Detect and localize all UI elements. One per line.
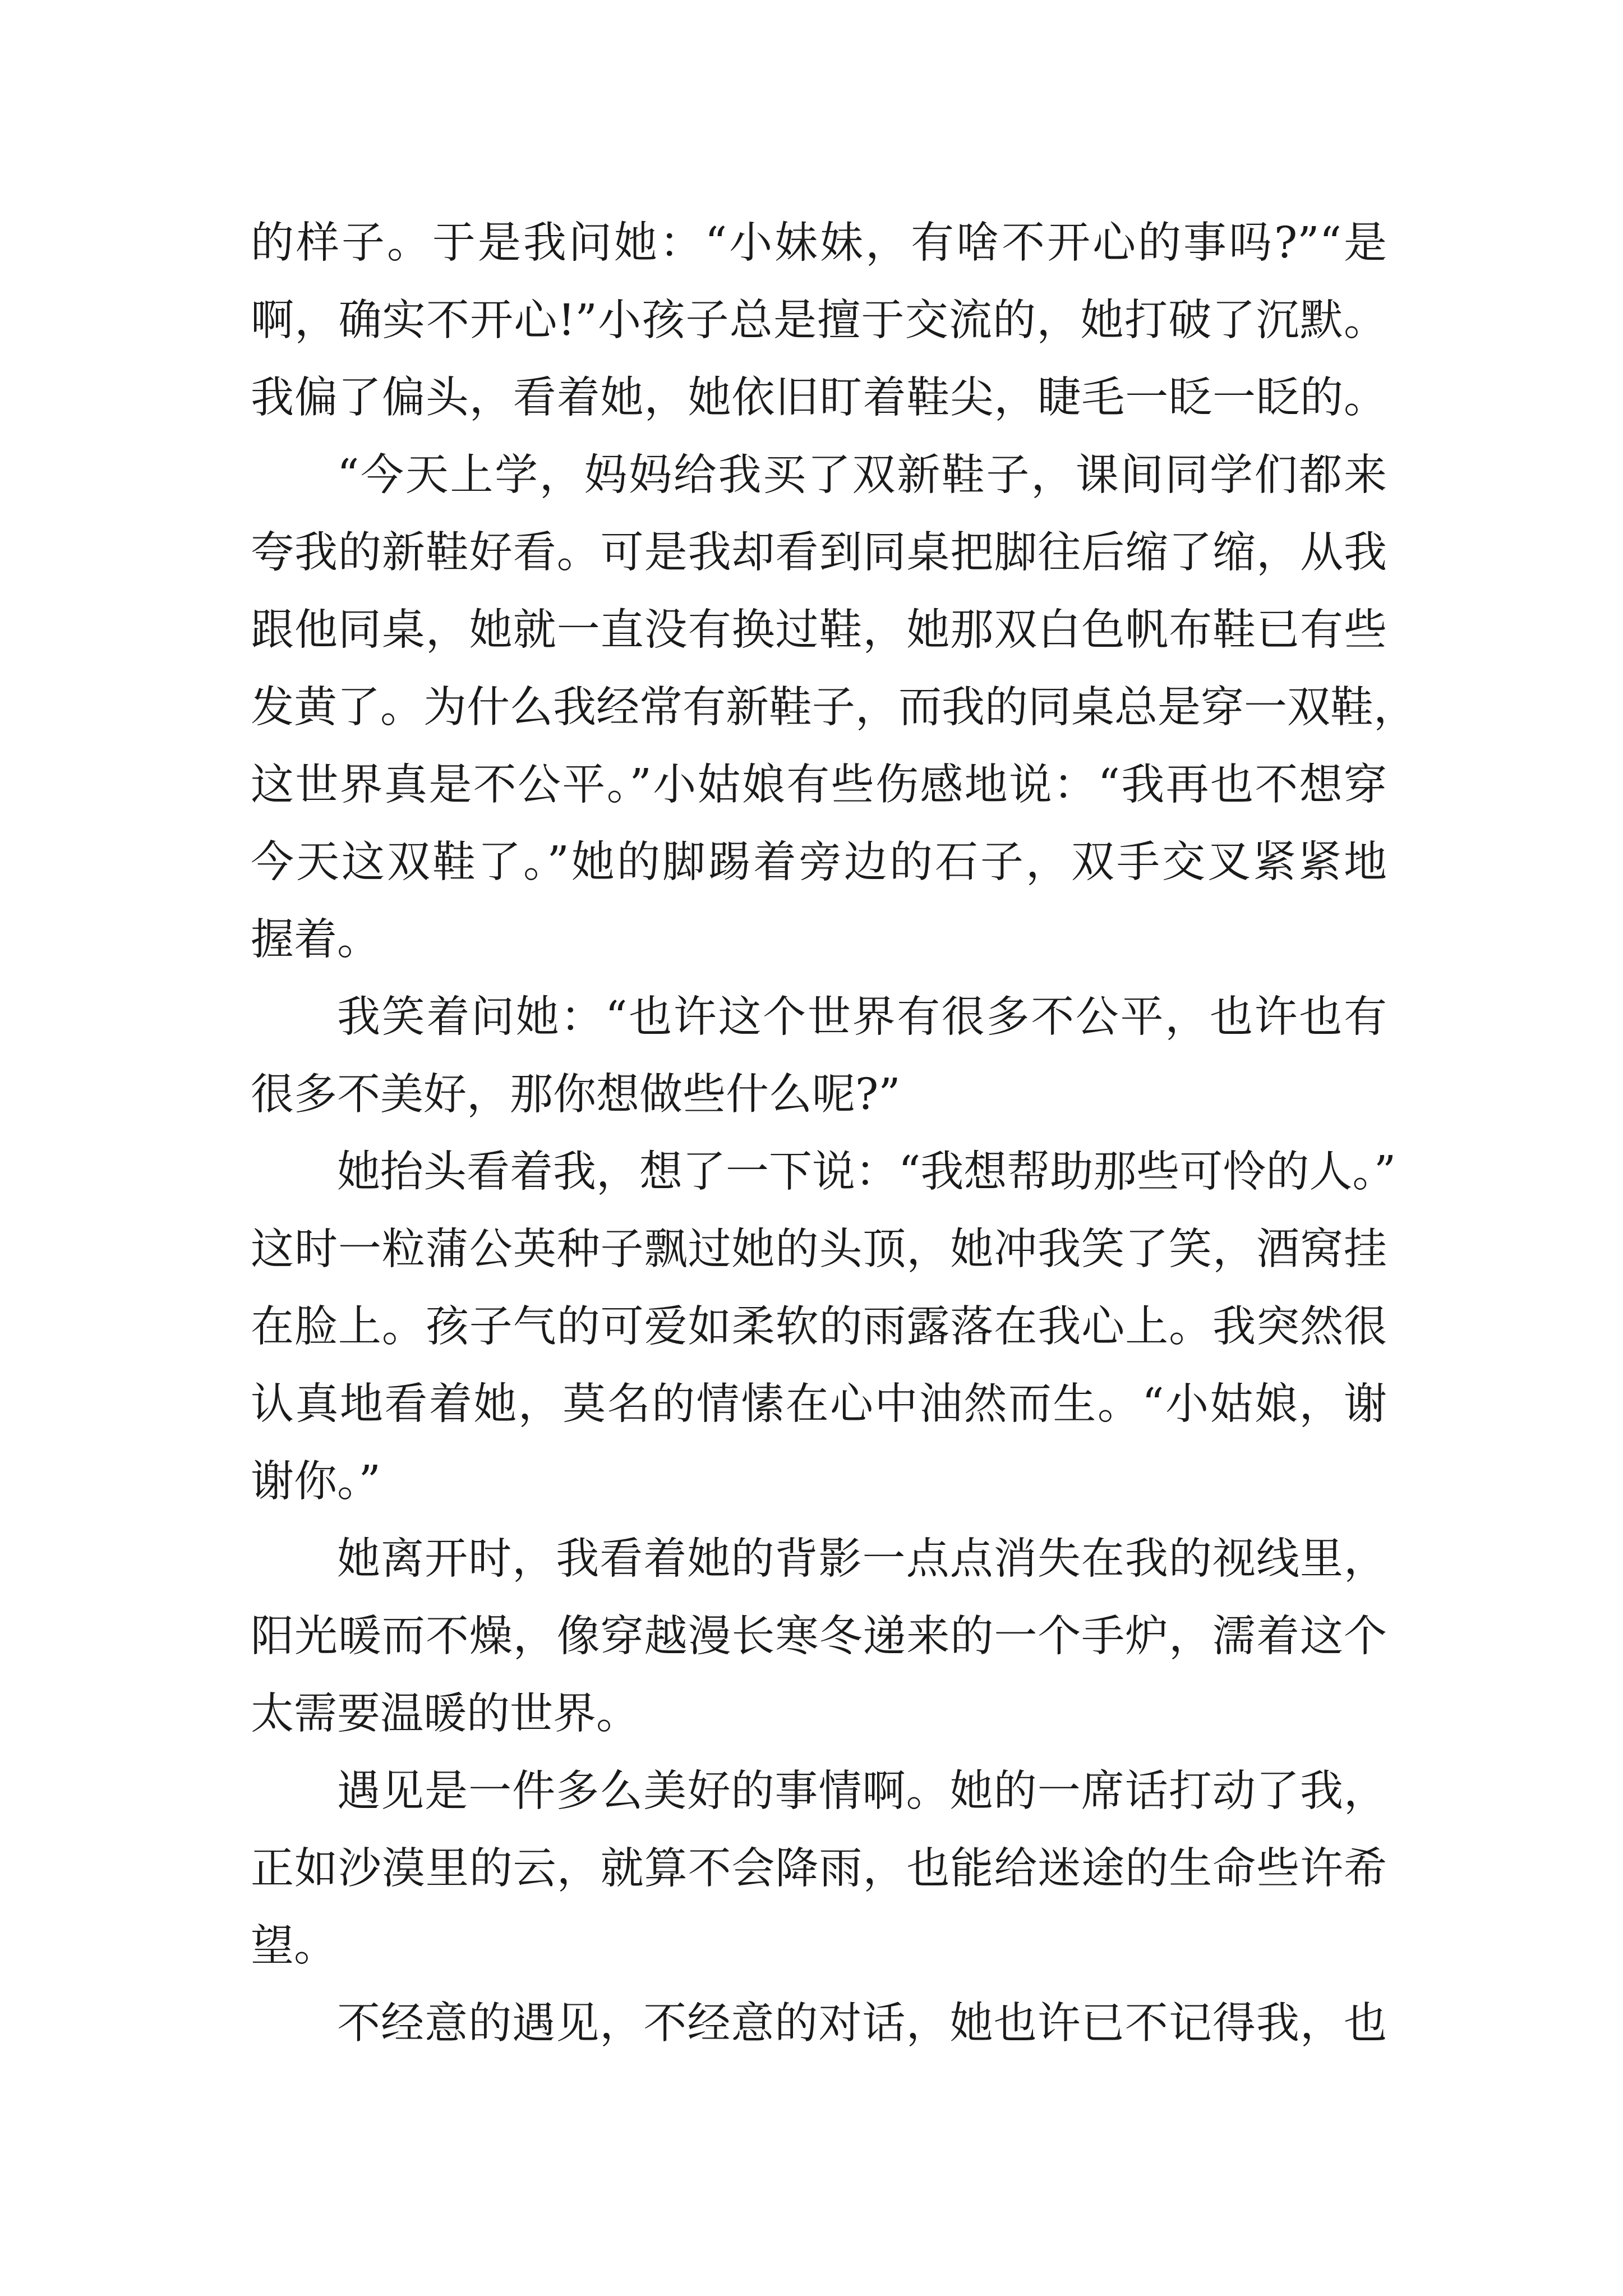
text-line: 这时一粒蒲公英种子飘过她的头顶，她冲我笑了笑，酒窝挂 (251, 1225, 1387, 1274)
text-line: 很多不美好，那你想做些什么呢?” (251, 1070, 901, 1120)
text-line: 阳光暖而不燥，像穿越漫长寒冬递来的一个手炉，濡着这个 (251, 1612, 1387, 1662)
paragraph (251, 1753, 1387, 1985)
text-line: 这世界真是不公平。”小姑娘有些伤感地说：“我再也不想穿 (251, 760, 1387, 810)
paragraph (251, 437, 1417, 979)
text-line: 认真地看着她，莫名的情愫在心中油然而生。“小姑娘，谢 (251, 1379, 1387, 1429)
text-line: 发黄了。为什么我经常有新鞋子，而我的同桌总是穿一双鞋， (251, 683, 1417, 733)
text-line: 我偏了偏头，看着她，她依旧盯着鞋尖，睫毛一眨一眨的。 (251, 373, 1387, 423)
text-line: 望。 (251, 1921, 337, 1971)
text-line: 啊，确实不开心!”小孩子总是擅于交流的，她打破了沉默。 (251, 296, 1387, 346)
text-line: 的样子。于是我问她：“小妹妹，有啥不开心的事吗?”“是 (251, 218, 1387, 268)
paragraph (251, 1134, 1396, 1521)
text-line: 夸我的新鞋好看。可是我却看到同桌把脚往后缩了缩，从我 (251, 528, 1387, 578)
text-line: 谢你。” (251, 1457, 381, 1507)
text-line: 我笑着问她：“也许这个世界有很多不公平，也许也有 (337, 992, 1387, 1042)
text-line: 在脸上。孩子气的可爱如柔软的雨露落在我心上。我突然很 (251, 1302, 1387, 1352)
paragraph (251, 1985, 1387, 2063)
text-line: 太需要温暖的世界。 (251, 1689, 639, 1739)
text-line: 不经意的遇见，不经意的对话，她也许已不记得我，也 (337, 1999, 1387, 2049)
text-line: 正如沙漠里的云，就算不会降雨，也能给迷途的生命些许希 (251, 1844, 1387, 1894)
text-line: 跟他同桌，她就一直没有换过鞋，她那双白色帆布鞋已有些 (251, 605, 1387, 655)
paragraph (251, 1521, 1387, 1753)
text-line: “今天上学，妈妈给我买了双新鞋子，课间同学们都来 (337, 450, 1387, 500)
paragraph (251, 205, 1387, 437)
text-line: 她离开时，我看着她的背影一点点消失在我的视线里， (337, 1534, 1387, 1584)
text-line: 她抬头看着我，想了一下说：“我想帮助那些可怜的人。” (337, 1147, 1396, 1197)
text-line: 握着。 (251, 915, 380, 965)
paragraph (251, 979, 1387, 1134)
text-line: 今天这双鞋了。”她的脚踢着旁边的石子，双手交叉紧紧地 (251, 838, 1387, 887)
text-line: 遇见是一件多么美好的事情啊。她的一席话打动了我， (337, 1766, 1387, 1816)
body-text (251, 205, 1417, 2063)
